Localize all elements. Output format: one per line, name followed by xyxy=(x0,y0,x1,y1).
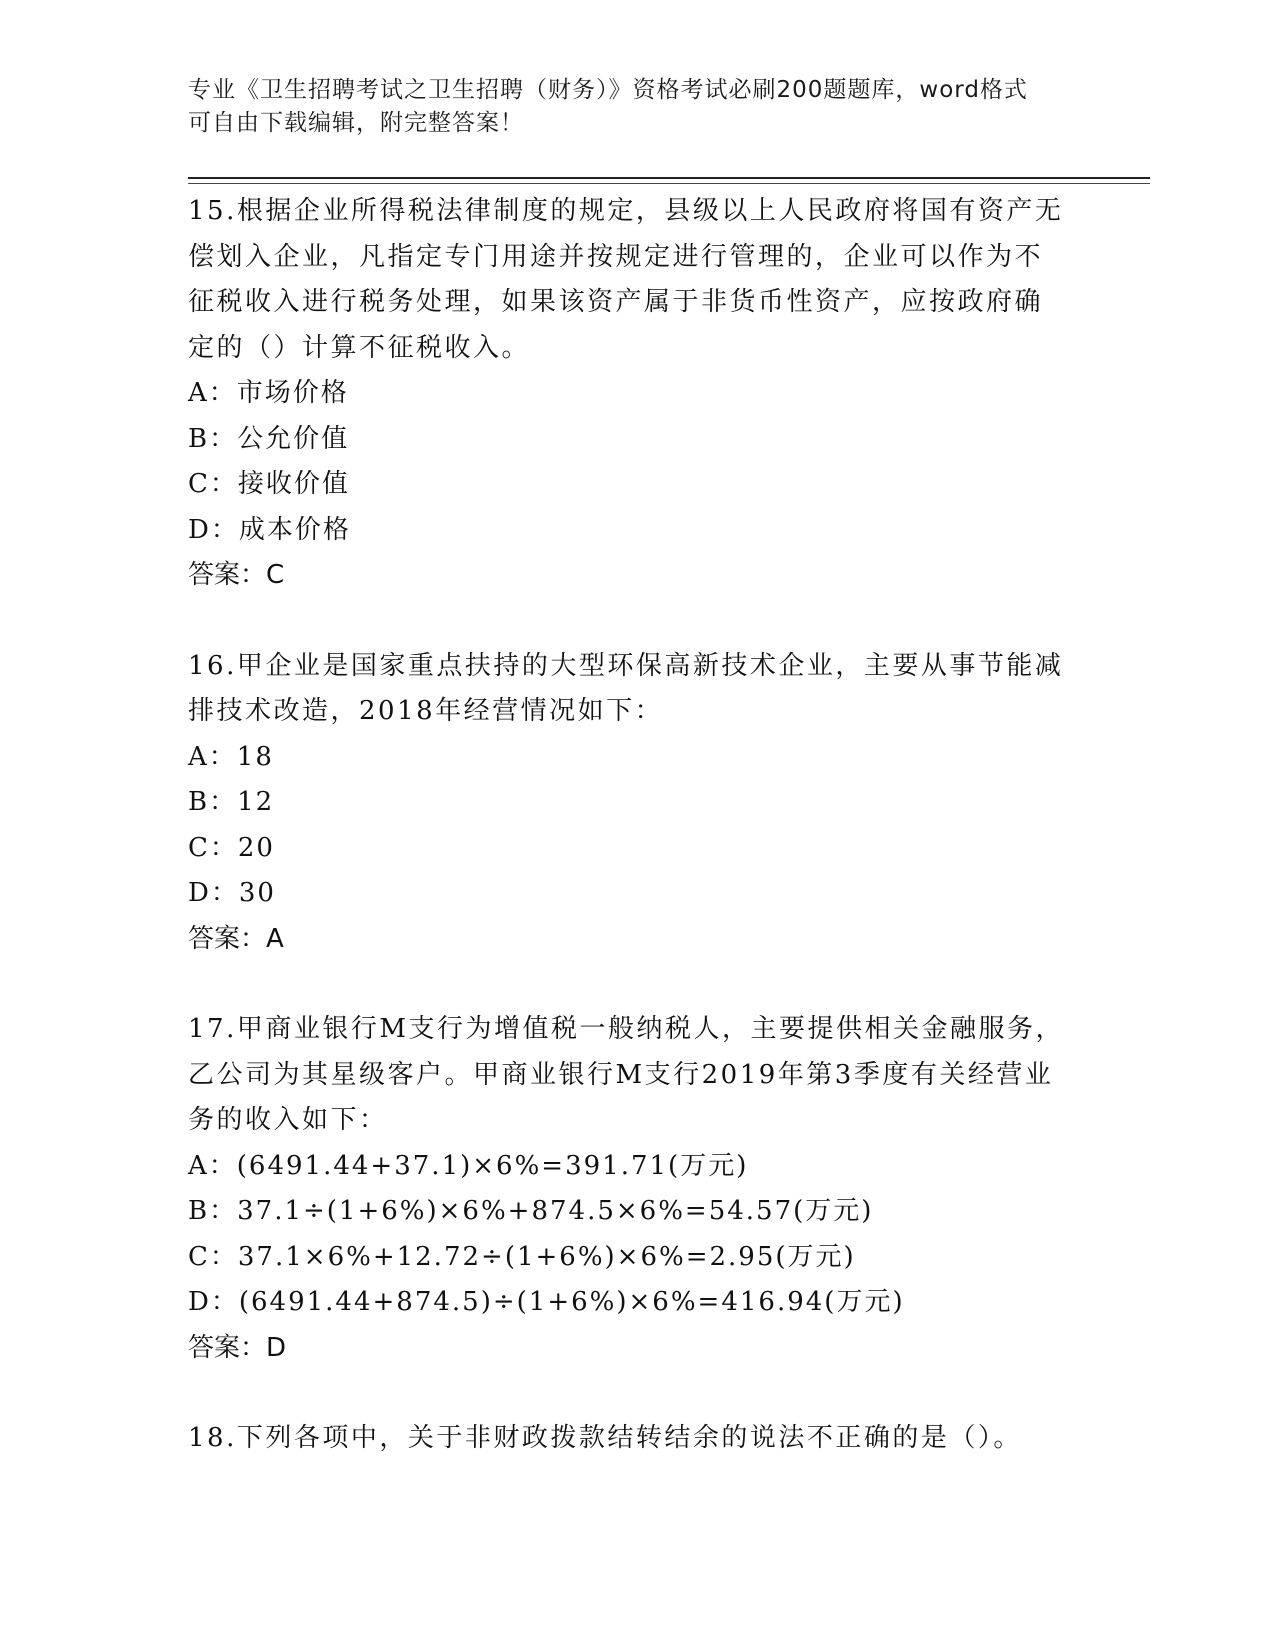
question-text-line: 征税收入进行税务处理，如果该资产属于非货币性资产，应按政府确 xyxy=(188,287,1044,317)
option-b: B：37.1÷(1+6%)×6%+874.5×6%=54.57(万元) xyxy=(188,1196,874,1226)
option-b: B：公允价值 xyxy=(188,423,350,454)
question-text-line: 偿划入企业，凡指定专门用途并按规定进行管理的，企业可以作为不 xyxy=(188,241,1044,272)
document-header xyxy=(188,74,1068,140)
question-text-line: 乙公司为其星级客户。甲商业银行M支行2019年第3季度有关经营业 xyxy=(188,1059,1054,1090)
answer-line: 答案：A xyxy=(188,923,284,954)
question-spacer xyxy=(188,962,1088,1007)
option-a: A：(6491.44+37.1)×6%=391.71(万元) xyxy=(188,1150,749,1181)
header-divider-thin xyxy=(188,183,1150,184)
answer-line: 答案：C xyxy=(188,560,285,590)
question-18 xyxy=(188,1416,1088,1462)
question-17 xyxy=(188,1007,1088,1371)
option-d: D：成本价格 xyxy=(188,514,351,545)
header-line-2: 可自由下载编辑，附完整答案！ xyxy=(188,110,524,136)
question-spacer xyxy=(188,599,1088,644)
question-text-line: 15.根据企业所得税法律制度的规定，县级以上人民政府将国有资产无 xyxy=(188,196,1064,226)
header-line-1: 专业《卫生招聘考试之卫生招聘（财务）》资格考试必刷200题题库，word格式 xyxy=(188,77,1028,103)
question-text-line: 17.甲商业银行M支行为增值税一般纳税人，主要提供相关金融服务， xyxy=(188,1014,1064,1044)
question-16 xyxy=(188,644,1088,963)
option-c: C：20 xyxy=(188,832,275,863)
question-text-line: 定的（）计算不征税收入。 xyxy=(188,332,531,363)
question-spacer xyxy=(188,1371,1088,1416)
header-divider-thick xyxy=(188,177,1150,179)
question-text-line: 务的收入如下： xyxy=(188,1105,388,1135)
option-d: D：30 xyxy=(188,878,276,908)
option-d: D：(6491.44+874.5)÷(1+6%)×6%=416.94(万元) xyxy=(188,1287,905,1317)
option-a: A：市场价格 xyxy=(188,378,349,408)
question-text-line: 18.下列各项中，关于非财政拨款结转结余的说法不正确的是（）。 xyxy=(188,1423,1022,1453)
option-c: C：37.1×6%+12.72÷(1+6%)×6%=2.95(万元) xyxy=(188,1241,856,1272)
question-text-line: 排技术改造，2018年经营情况如下： xyxy=(188,696,664,726)
option-a: A：18 xyxy=(188,741,274,772)
question-list xyxy=(188,189,1088,1462)
answer-line: 答案：D xyxy=(188,1332,287,1363)
question-text-line: 16.甲企业是国家重点扶持的大型环保高新技术企业，主要从事节能减 xyxy=(188,650,1064,681)
option-c: C：接收价值 xyxy=(188,469,350,499)
option-b: B：12 xyxy=(188,787,275,817)
question-15 xyxy=(188,189,1088,599)
